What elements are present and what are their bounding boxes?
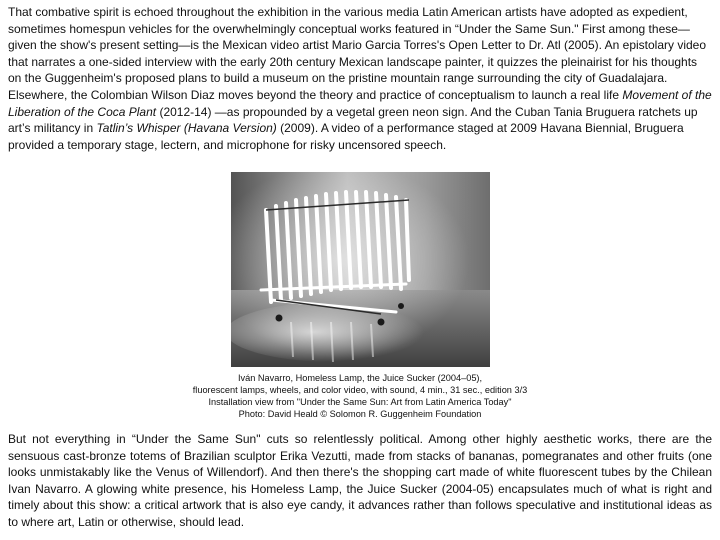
artwork-title-tatlins-whisper: Tatlin’s Whisper (Havana Version)	[96, 121, 277, 136]
caption-line-1: Iván Navarro, Homeless Lamp, the Juice Sucker (2004–05),	[237, 373, 483, 383]
caption-line-3: Installation view from "Under the Same Sun: Art from Latin America Today"	[208, 397, 512, 407]
artwork-title-coca-plant: Movement of the Liberation of the Coca Plant	[8, 87, 712, 119]
caption-line-2: fluorescent lamps, wheels, and color video, with sound, 4 min., 31 sec., edition 3/3	[192, 385, 528, 395]
paragraph-1-text-a: That combative spirit is echoed throughout the exhibition in the various media Latin American artists have adopted as expedient, sometimes homespun vehicles for the overwhelmingly conceptual works featured in “Under the Same Sun." First among these—given the show's present setting—is the Mexican video artist Mario Garcia Torres's Open Letter to Dr. Atl (2005). An epistolary video that narrates a one-sided interview with the early 20th century Mexican landscape painter, it quizzes the pleinairist for his thoughts on the Guggenheim's proposed plans to build a museum on the pristine mountain range surrounding the city of Guadalajara. Elsewhere, the Colombian Wilson Diaz moves beyond the theory and practice of conceptualism to launch a real life	[8, 5, 707, 102]
paragraph-1	[8, 4, 712, 153]
artwork-photo	[231, 172, 490, 367]
caption-line-4: Photo: David Heald © Solomon R. Guggenheim Foundation	[238, 409, 482, 419]
paragraph-1-text-c: (2012-14) —as propounded by a vegetal green neon sign. And the Cuban Tania Bruguera ratchets up art’s militancy in	[8, 104, 698, 136]
photo-caption	[0, 372, 720, 420]
paragraph-2: But not everything in “Under the Same Sun" cuts so relentlessly political. Among other highly aesthetic works, there are the sensuous cast-bronze totems of Brazilian sculptor Erika Vezutti, made from stacks of bananas, pomegranates and other fruits (one looks unmistakably like the Venus of Willendorf). And then there's the shopping cart made of white fluorescent tubes by the Chilean Ivan Navarro. A glowing white presence, his Homeless Lamp, the Juice Sucker (2004-05) encapsulates much of what is right and timely about this show: a critical artwork that is also eye candy, it advances rather than follows speculative and institutional ideas as to where art, Latin or otherwise, should lead.	[8, 432, 712, 529]
paragraph-1-text-e: (2009). A video of a performance staged at 2009 Havana Biennial, Bruguera provided a temporary stage, lectern, and microphone for risky uncensored speech.	[8, 121, 684, 152]
